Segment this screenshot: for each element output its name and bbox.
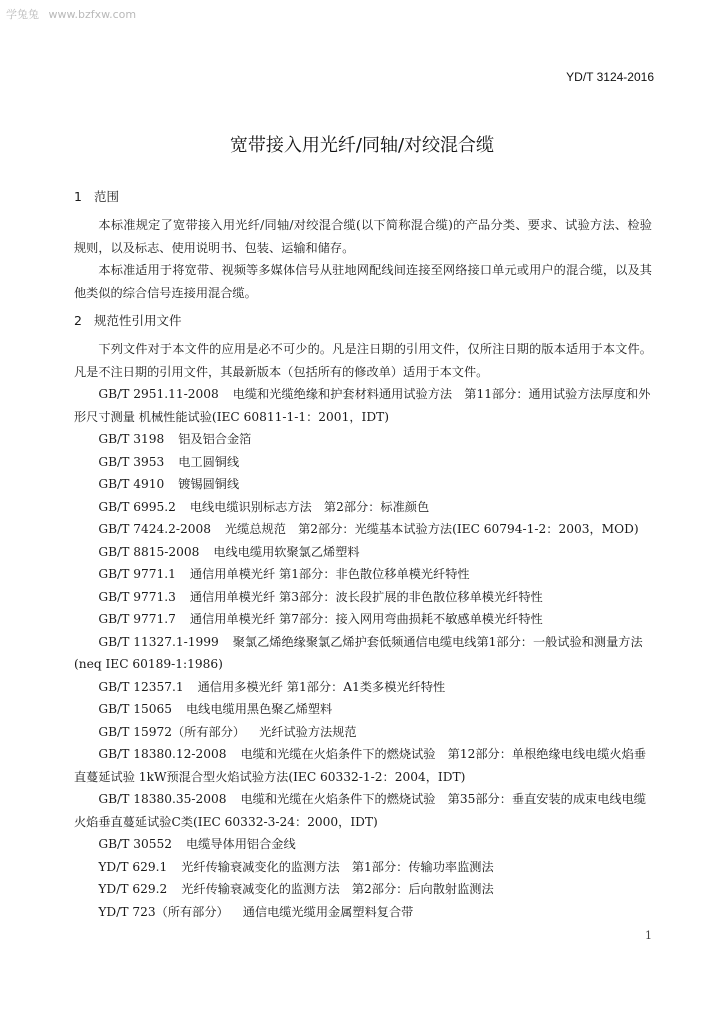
reference-entry bbox=[74, 496, 652, 519]
reference-entry bbox=[74, 878, 652, 901]
reference-entry bbox=[74, 833, 652, 856]
reference-code: GB/T 3198 bbox=[98, 432, 165, 446]
page-number: 1 bbox=[645, 929, 652, 942]
reference-title: 光缆总规范 第2部分：光缆基本试验方法(IEC 60794-1-2：2003，MOD) bbox=[224, 522, 639, 536]
reference-title: 电缆和光缆绝缘和护套材料通用试验方法 第11部分：通用试验方法厚度和外形尺寸测量 机械性能试验(IEC 60811-1-1：2001，IDT) bbox=[74, 387, 651, 424]
section-heading bbox=[74, 310, 652, 332]
reference-code: GB/T 8815-2008 bbox=[98, 544, 200, 559]
reference-code: GB/T 12357.1 bbox=[98, 679, 184, 694]
reference-code: GB/T 15972（所有部分） bbox=[98, 724, 246, 739]
reference-code: GB/T 4910 bbox=[98, 477, 165, 491]
section-number: 2 bbox=[74, 313, 82, 328]
reference-entry bbox=[74, 428, 652, 451]
reference-code: GB/T 11327.1-1999 bbox=[98, 634, 219, 649]
reference-title: 光纤传输衰减变化的监测方法 第2部分：后向散射监测法 bbox=[181, 882, 494, 896]
reference-entry bbox=[74, 743, 652, 788]
reference-entry bbox=[74, 721, 652, 744]
reference-code: GB/T 18380.12-2008 bbox=[98, 747, 227, 761]
watermark-site-name: 学兔兔 bbox=[6, 8, 39, 21]
reference-title: 镀锡圆铜线 bbox=[178, 477, 240, 491]
reference-code: GB/T 7424.2-2008 bbox=[98, 522, 211, 536]
reference-title: 电工圆铜线 bbox=[178, 454, 240, 469]
reference-code: YD/T 629.2 bbox=[98, 882, 168, 896]
reference-entry bbox=[74, 383, 652, 428]
reference-title: 电缆和光缆在火焰条件下的燃烧试验 第12部分：单根绝缘电线电缆火焰垂直蔓延试验 1kW预混合型火焰试验方法(IEC 60332-1-2：2004，IDT) bbox=[74, 747, 646, 784]
reference-title: 聚氯乙烯绝缘聚氯乙烯护套低频通信电缆电线第1部分：一般试验和测量方法(neq IEC 60189-1:1986) bbox=[74, 634, 643, 671]
reference-title: 光纤试验方法规范 bbox=[259, 724, 357, 739]
reference-title: 电线电缆用黑色聚乙烯塑料 bbox=[185, 702, 333, 716]
paragraph: 下列文件对于本文件的应用是必不可少的。凡是注日期的引用文件，仅所注日期的版本适用于本文件。凡是不注日期的引用文件，其最新版本（包括所有的修改单）适用于本文件。 bbox=[74, 342, 652, 379]
reference-title: 通信用单模光纤 第7部分：接入网用弯曲损耗不敏感单模光纤特性 bbox=[189, 612, 543, 626]
reference-title: 电线电缆用软聚氯乙烯塑料 bbox=[213, 544, 360, 559]
section-number: 1 bbox=[74, 189, 82, 204]
reference-code: GB/T 9771.7 bbox=[98, 612, 176, 626]
reference-entry bbox=[74, 676, 652, 699]
reference-title: 通信用单模光纤 第1部分：非色散位移单模光纤特性 bbox=[189, 567, 470, 581]
document-title: 宽带接入用光纤/同轴/对绞混合缆 bbox=[229, 135, 495, 156]
reference-entry bbox=[74, 473, 652, 496]
reference-code: GB/T 15065 bbox=[98, 702, 172, 716]
reference-entry bbox=[74, 518, 652, 541]
reference-entry bbox=[74, 451, 652, 474]
reference-title: 铝及铝合金箔 bbox=[178, 432, 252, 446]
document-body bbox=[74, 186, 652, 923]
reference-code: GB/T 9771.3 bbox=[98, 589, 176, 604]
reference-code: GB/T 30552 bbox=[98, 837, 172, 851]
reference-entry bbox=[74, 856, 652, 879]
section-normative-references bbox=[74, 310, 652, 923]
reference-code: YD/T 723（所有部分） bbox=[98, 904, 229, 919]
reference-title: 通信电缆光缆用金属塑料复合带 bbox=[242, 904, 414, 919]
watermark-site-url: www.bzfxw.com bbox=[48, 8, 137, 21]
reference-code: GB/T 9771.1 bbox=[98, 567, 176, 581]
watermark bbox=[6, 6, 142, 22]
reference-code: YD/T 629.1 bbox=[98, 859, 168, 874]
standard-code: YD/T 3124-2016 bbox=[566, 70, 654, 84]
reference-code: GB/T 18380.35-2008 bbox=[98, 792, 227, 806]
paragraph: 本标准适用于将宽带、视频等多媒体信号从驻地网配线间连接至网络接口单元或用户的混合缆，以及其他类似的综合信号连接用混合缆。 bbox=[74, 263, 652, 300]
reference-title: 电线电缆识别标志方法 第2部分：标准颜色 bbox=[189, 499, 430, 514]
reference-title: 通信用单模光纤 第3部分：波长段扩展的非色散位移单模光纤特性 bbox=[189, 589, 543, 604]
reference-code: GB/T 6995.2 bbox=[98, 499, 176, 514]
reference-entry bbox=[74, 788, 652, 833]
reference-title: 通信用多模光纤 第1部分：A1类多模光纤特性 bbox=[197, 679, 446, 694]
section-title: 规范性引用文件 bbox=[94, 313, 182, 328]
section-title: 范围 bbox=[94, 189, 120, 204]
reference-entry bbox=[74, 698, 652, 721]
reference-code: GB/T 2951.11-2008 bbox=[98, 387, 219, 401]
reference-entry bbox=[74, 586, 652, 609]
reference-entry bbox=[74, 563, 652, 586]
reference-code: GB/T 3953 bbox=[98, 454, 165, 469]
reference-entry bbox=[74, 631, 652, 676]
section-scope bbox=[74, 186, 652, 304]
reference-entry bbox=[74, 901, 652, 924]
paragraph: 本标准规定了宽带接入用光纤/同轴/对绞混合缆(以下简称混合缆)的产品分类、要求、试验方法、检验规则，以及标志、使用说明书、包装、运输和储存。 bbox=[74, 218, 652, 255]
reference-title: 电缆和光缆在火焰条件下的燃烧试验 第35部分：垂直安装的成束电线电缆火焰垂直蔓延试验C类(IEC 60332-3-24：2000，IDT) bbox=[74, 792, 646, 829]
section-heading bbox=[74, 186, 652, 208]
reference-entry bbox=[74, 608, 652, 631]
reference-entry bbox=[74, 541, 652, 564]
reference-title: 电缆导体用铝合金线 bbox=[185, 837, 296, 851]
reference-title: 光纤传输衰减变化的监测方法 第1部分：传输功率监测法 bbox=[181, 859, 494, 874]
